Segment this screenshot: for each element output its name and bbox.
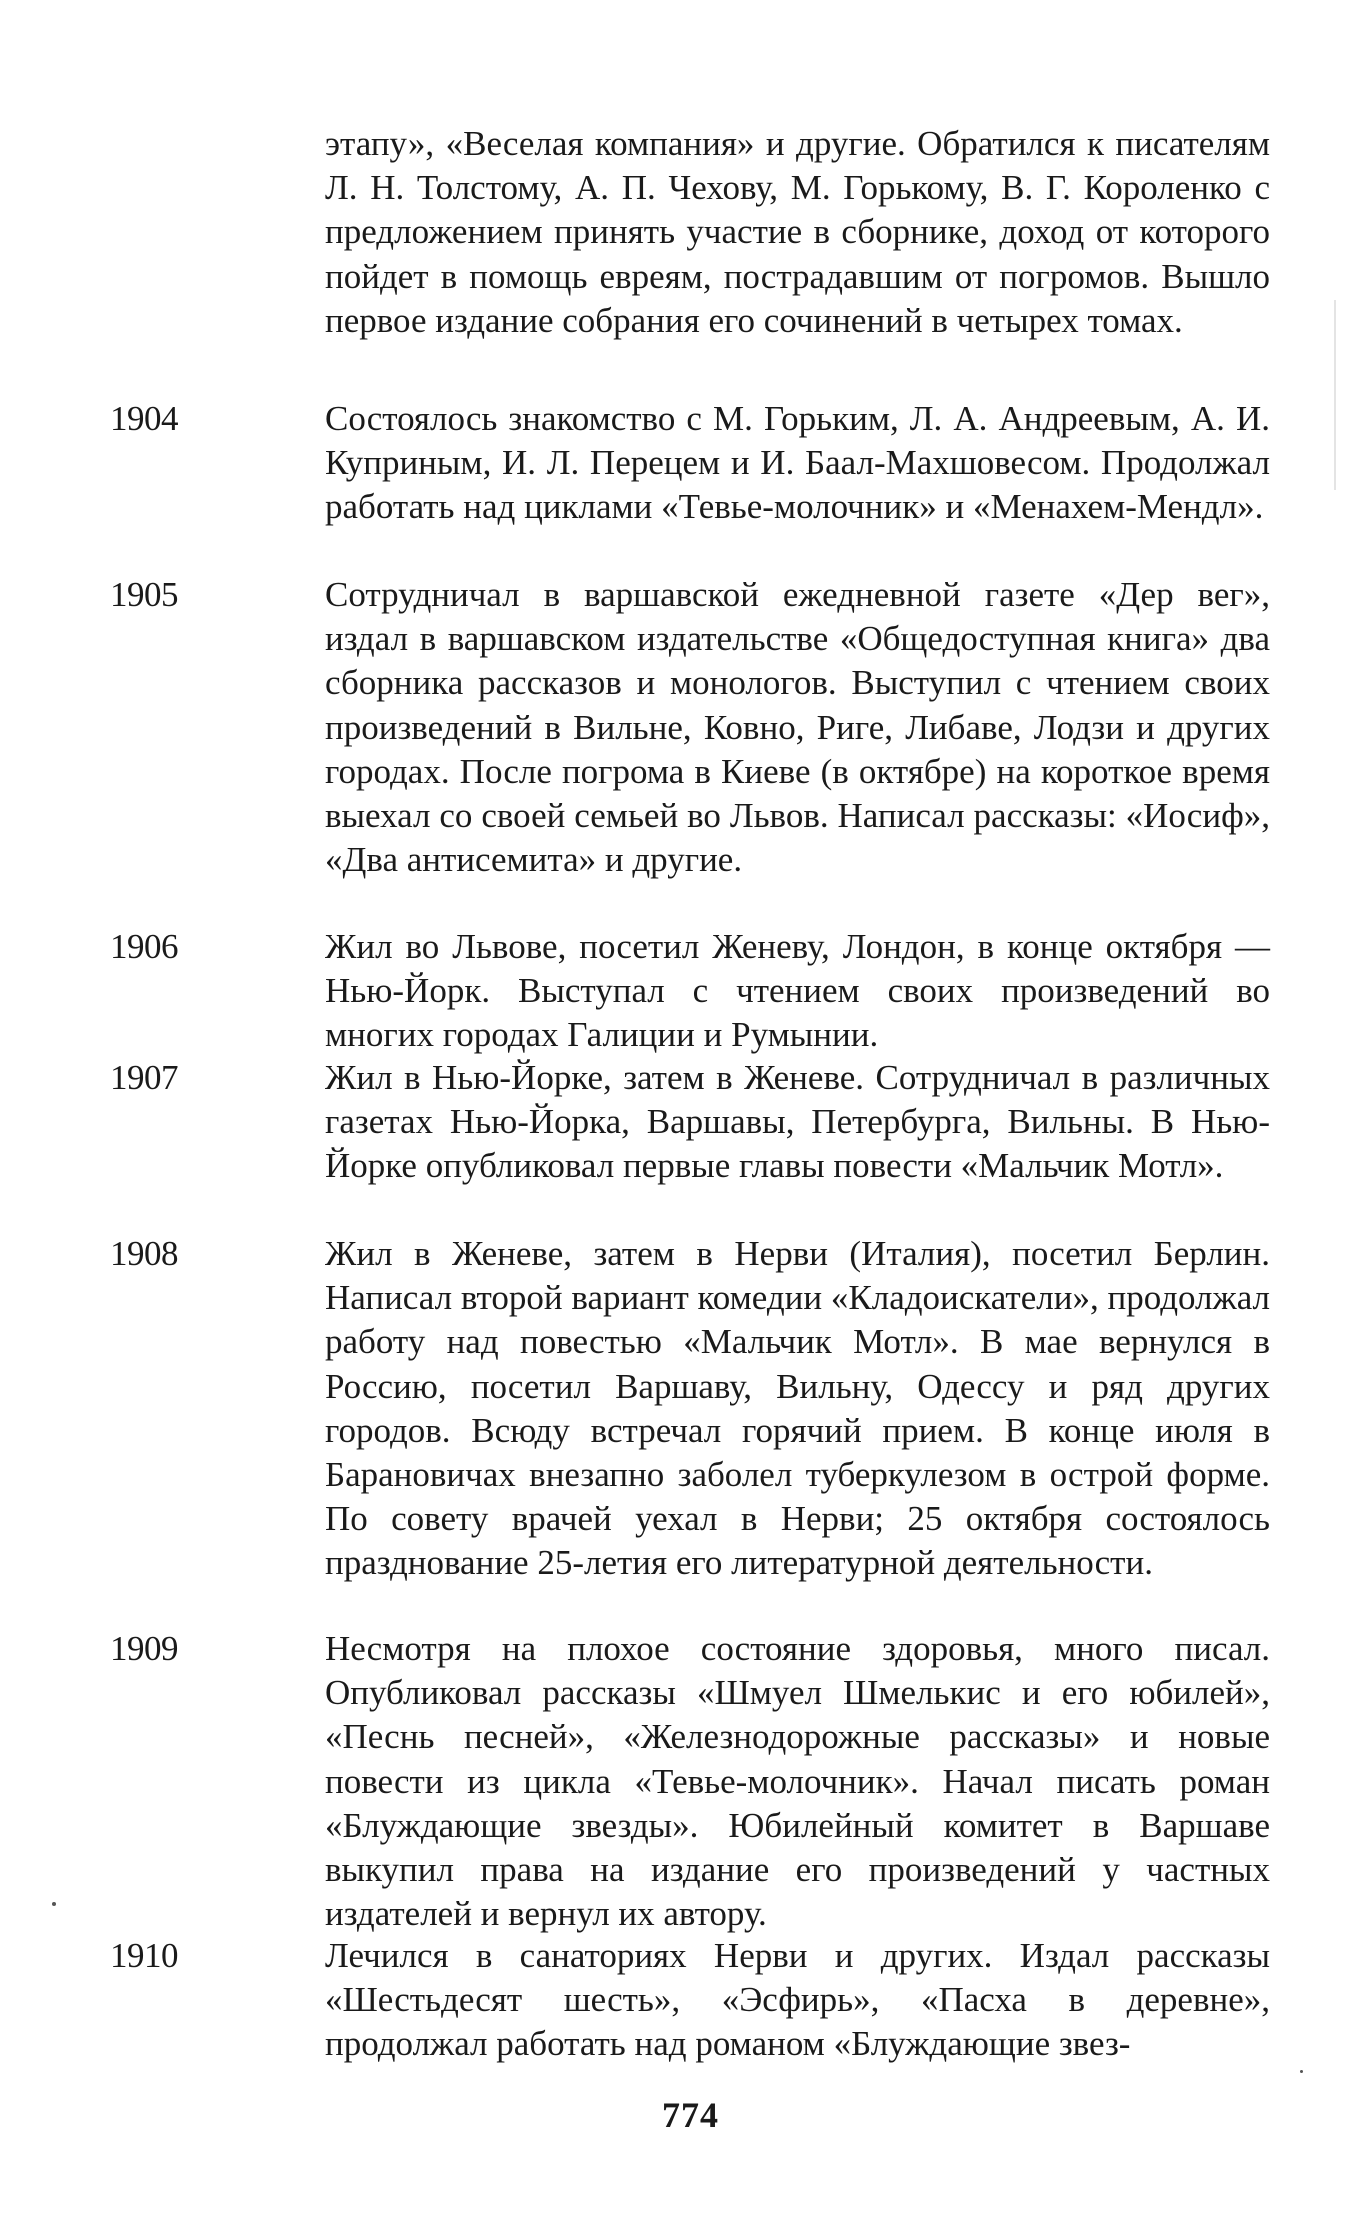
entry-year: 1905 xyxy=(110,575,178,614)
entry-text: Жил во Львове, посетил Женеву, Лондон, в конце октября — Нью-Йорк. Выступал с чтением своих произведений во многих городах Галиции и Румынии. xyxy=(325,927,1270,1055)
continuation-text: этапу», «Веселая компания» и другие. Обратился к писателям Л. Н. Толстому, А. П. Чехову, М. Горькому, В. Г. Короленко с предложением принять участие в сборнике, доход от которого пойдет в помощь евреям, пострадавшим от погромов. Вышло первое издание собрания его сочинений в четырех томах. xyxy=(325,124,1270,340)
entry-text: Жил в Женеве, затем в Нерви (Италия), посетил Берлин. Написал второй вариант комедии «Кладоискатели», продолжал работу над повестью «Мальчик Мотл». В мае вернулся в Россию, посетил Варшаву, Вильну, Одессу и ряд других городов. Всюду встречал горячий прием. В конце июля в Барановичах внезапно заболел туберкулезом в острой форме. По совету врачей уехал в Нерви; 25 октября состоялось празднование 25-летия его литературной деятельности. xyxy=(325,1234,1270,1583)
page-number xyxy=(0,2094,1349,2136)
entry-year: 1904 xyxy=(110,399,178,438)
entry-year: 1906 xyxy=(110,927,178,966)
stray-dot xyxy=(52,1902,56,1906)
stray-dot xyxy=(1300,2070,1303,2073)
entry-text: Сотрудничал в варшавской ежедневной газете «Дер вег», издал в варшавском издательстве «Общедоступная книга» два сборника рассказов и монологов. Выступил с чтением своих произведений в Вильне, Ковно, Риге, Либаве, Лодзи и других городах. После погрома в Киеве (в октябре) на короткое время выехал со своей семьей во Львов. Написал рассказы: «Иосиф», «Два антисемита» и другие. xyxy=(325,575,1270,880)
entry-text: Несмотря на плохое состояние здоровья, много писал. Опубликовал рассказы «Шмуел Шмелькис и его юбилей», «Песнь песней», «Железнодорожные рассказы» и новые повести из цикла «Тевье-молочник». Начал писать роман «Блуждающие звезды». Юбилейный комитет в Варшаве выкупил права на издание его произведений у частных издателей и вернул их автору. xyxy=(325,1629,1270,1934)
entry-year: 1909 xyxy=(110,1629,178,1668)
entry-year: 1908 xyxy=(110,1234,178,1273)
margin-scan-line xyxy=(1334,300,1336,490)
entry-year: 1910 xyxy=(110,1936,178,1975)
entry-year: 1907 xyxy=(110,1058,178,1097)
entry-text: Состоялось знакомство с М. Горьким, Л. А. Андреевым, А. И. Куприным, И. Л. Перецем и И. Баал-Махшовесом. Продолжал работать над циклами «Тевье-молочник» и «Менахем-Мендл». xyxy=(325,399,1270,527)
page-number-label: 774 xyxy=(662,2095,719,2135)
entry-text: Лечился в санаториях Нерви и других. Издал рассказы «Шестьдесят шесть», «Эсфирь», «Пасха в деревне», продолжал работать над романом «Блуждающие звез- xyxy=(325,1936,1270,2064)
entry-text: Жил в Нью-Йорке, затем в Женеве. Сотрудничал в различных газетах Нью-Йорка, Варшавы, Петербурга, Вильны. В Нью-Йорке опубликовал первые главы повести «Мальчик Мотл». xyxy=(325,1058,1270,1186)
